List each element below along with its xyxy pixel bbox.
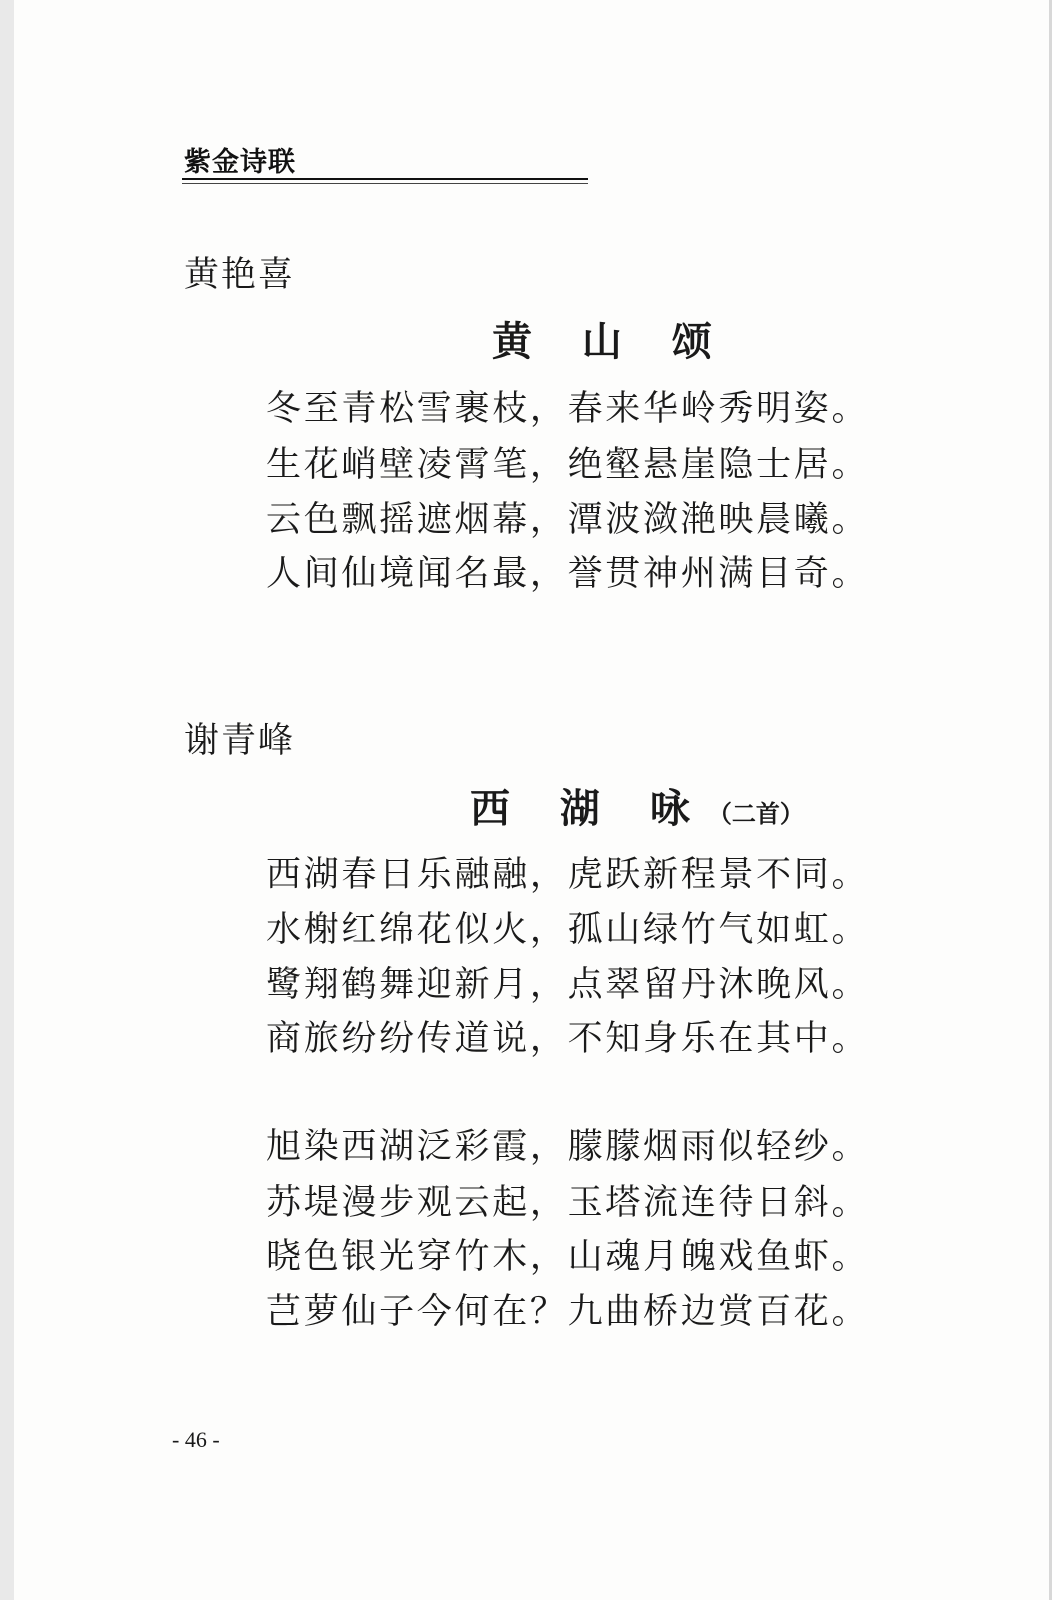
- header-rule: [182, 178, 588, 180]
- poem-line: 水榭红绵花似火，孤山绿竹气如虹。: [266, 910, 870, 950]
- page-edge-left: [0, 0, 14, 1600]
- poem-line: 商旅纷纷传道说，不知身乐在其中。: [266, 1019, 870, 1059]
- poem-line: 西湖春日乐融融，虎跃新程景不同。: [266, 855, 870, 895]
- poem-line: 芑萝仙子今何在？九曲桥边赏百花。: [266, 1292, 870, 1332]
- page-number: - 46 -: [172, 1427, 220, 1452]
- header-rule-thin: [182, 183, 588, 184]
- poem-line: 旭染西湖泛彩霞，朦朦烟雨似轻纱。: [266, 1127, 870, 1167]
- poem-title: 黄 山 颂: [492, 318, 730, 365]
- poem-title-note: （二首）: [707, 799, 804, 828]
- poem-line: 云色飘摇遮烟幕，潭波潋滟映晨曦。: [266, 500, 870, 540]
- poem-line: 苏堤漫步观云起，玉塔流连待日斜。: [266, 1183, 870, 1223]
- poem-title: [470, 777, 804, 834]
- poem-line: 冬至青松雪裹枝，春来华岭秀明姿。: [266, 389, 870, 429]
- poem-title-text: 西 湖 咏: [470, 785, 708, 832]
- poem-author: 黄艳喜: [184, 255, 296, 295]
- running-header-title: 紫金诗联: [184, 147, 296, 178]
- poem-line: 鹭翔鹤舞迎新月，点翠留丹沐晚风。: [266, 965, 870, 1005]
- poem-line: 晓色银光穿竹木，山魂月魄戏鱼虾。: [266, 1237, 870, 1277]
- poem-line: 生花峭壁凌霄笔，绝壑悬崖隐士居。: [266, 445, 870, 485]
- poem-line: 人间仙境闻名最，誉贯神州满目奇。: [266, 554, 870, 594]
- poem-author: 谢青峰: [184, 721, 296, 761]
